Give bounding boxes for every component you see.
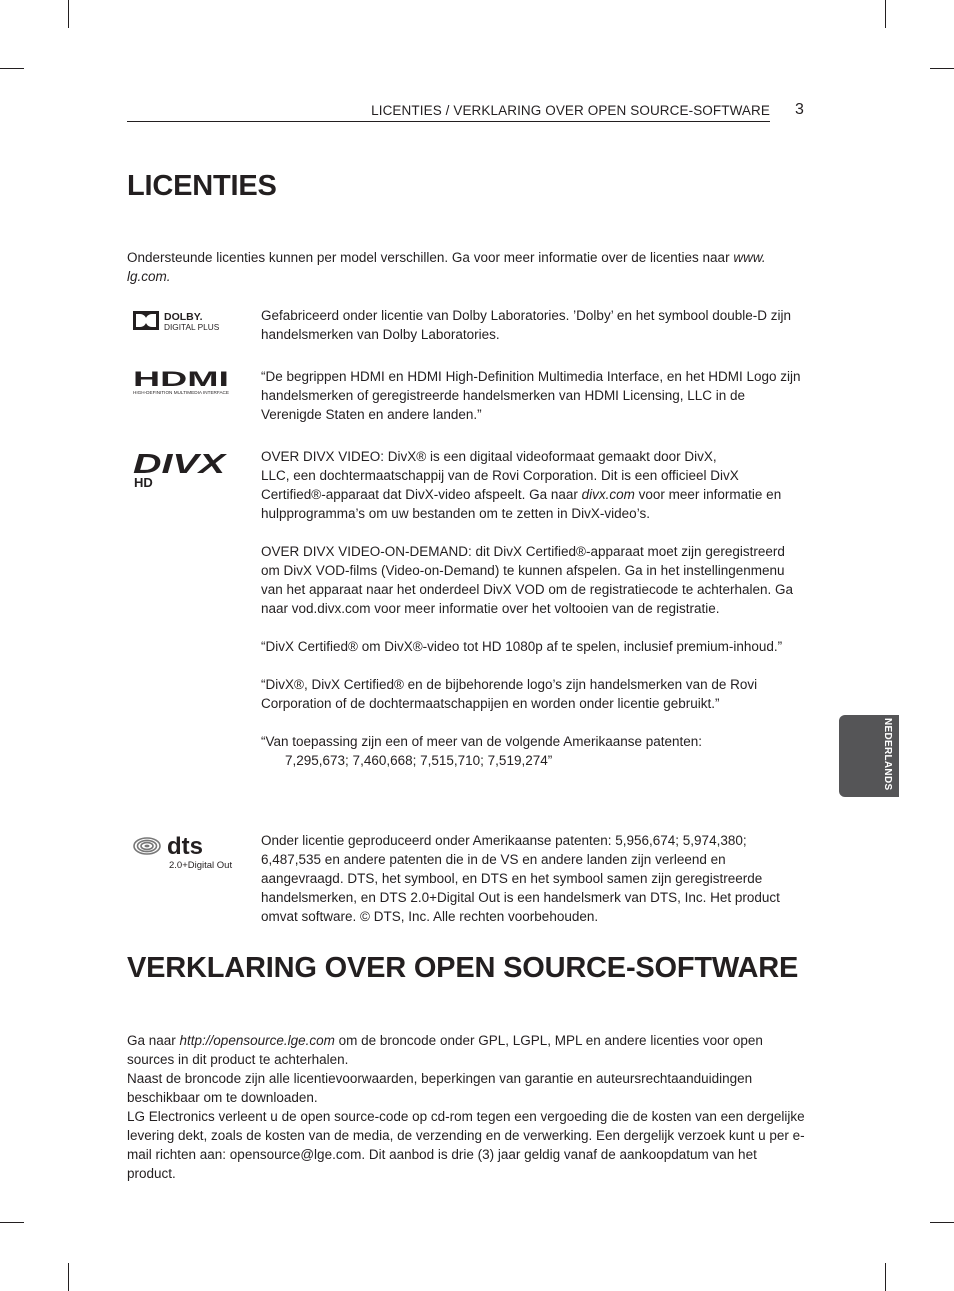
- dolby-text: Gefabriceerd onder licentie van Dolby Laboratories. ’Dolby’ en het symbool double-D zijn handelsmerken van Dolby Laboratories.: [261, 308, 792, 342]
- dolby-logo-word: DOLBY.: [164, 311, 203, 323]
- crop-mark: [68, 1263, 69, 1291]
- opensource-paragraph-3: LG Electronics verleent u de open source-code op cd-rom tegen een vergoeding die de kosten van een dergelijke levering dekt, zoals de kosten van de media, de verzending en de verwerking. Een dergelijk verzoek kunt u per e-mail richten aan: opensource@lge.com. Dit aanbod is drie (3) jaar geldig vanaf de aankoopdatum van het product.: [127, 1109, 805, 1181]
- dts-logo-word: dts: [167, 833, 203, 860]
- dolby-logo: [133, 310, 233, 337]
- hdmi-text: “De begrippen HDMI en HDMI High-Definition Multimedia Interface, en het HDMI Logo zijn handelsmerken of geregistreerde handelsmerken van HDMI Licensing, LLC in de Verenigde Staten en andere landen.”: [261, 369, 801, 422]
- divx-video-paragraph: OVER DIVX VIDEO: DivX® is een digitaal videoformaat gemaakt door DivX, LLC, een dochtermaatschappij van de Rovi Corporation. Dit is een officieel DivX Certified®-apparaat dat DivX-video afspeelt. Ga naar divx.com voor meer informatie en hulpprogramma’s om uw bestanden om te zetten in DivX-video’s.: [261, 449, 782, 521]
- divx-logo: [133, 449, 233, 496]
- divx-hd-icon: [133, 449, 233, 491]
- page-number: 3: [795, 101, 804, 118]
- dolby-logo-sub: DIGITAL PLUS: [164, 322, 220, 332]
- opensource-title: VERKLARING OVER OPEN SOURCE-SOFTWARE: [127, 952, 799, 984]
- dts-icon: [133, 832, 233, 872]
- licenties-intro: Ondersteunde licenties kunnen per model verschillen. Ga voor meer informatie over de licenties naar www. lg.com.: [127, 250, 766, 284]
- language-tab: [839, 715, 899, 797]
- divx-text: [261, 447, 801, 770]
- header-rule: [127, 121, 770, 122]
- dts-text: Onder licentie geproduceerd onder Amerikaanse patenten: 5,956,674; 5,974,380; 6,487,535 en andere patenten die in de VS en andere landen zijn verleend en aangevraagd. DTS, het symbool, en DTS en het symbool samen zijn geregistreerde handelsmerken, en DTS 2.0+Digital Out is een handelsmerk van DTS, Inc. Het product omvat software. © DTS, Inc. Alle rechten voorbehouden.: [261, 833, 780, 924]
- crop-mark: [68, 0, 69, 28]
- opensource-paragraph-1: Ga naar http://opensource.lge.com om de broncode onder GPL, LGPL, MPL en andere licenties voor open sources in dit product te achterhalen.: [127, 1033, 763, 1067]
- crop-mark: [930, 1222, 954, 1223]
- hdmi-logo-sub: HIGH-DEFINITION MULTIMEDIA INTERFACE: [133, 390, 230, 395]
- licenties-title: LICENTIES: [127, 170, 277, 202]
- divx-vod-paragraph: OVER DIVX VIDEO-ON-DEMAND: dit DivX Certified®-apparaat moet zijn geregistreerd om DivX VOD-films (Video-on-Demand) te kunnen afspelen. Ga in het instellingenmenu van het apparaat naar het onderdeel DivX VOD om de registratiecode te achterhalen. Ga naar vod.divx.com voor meer informatie over het voltooien van de registratie.: [261, 544, 794, 616]
- crop-mark: [885, 0, 886, 28]
- crop-mark: [885, 1263, 886, 1291]
- dts-logo: [133, 832, 233, 877]
- hdmi-logo: [133, 369, 233, 402]
- opensource-link[interactable]: http://opensource.lge.com: [179, 1033, 335, 1048]
- running-head: LICENTIES / VERKLARING OVER OPEN SOURCE-SOFTWARE: [371, 103, 770, 118]
- hdmi-logo-word: HDMI: [133, 369, 229, 391]
- crop-mark: [930, 68, 954, 69]
- crop-mark: [0, 1222, 24, 1223]
- language-tab-label: NEDERLANDS: [882, 718, 893, 791]
- divx-trademark-paragraph: “DivX®, DivX Certified® en de bijbehorende logo’s zijn handelsmerken van de Rovi Corporation of de dochtermaatschappijen en worden onder licentie gebruikt.”: [261, 677, 758, 711]
- crop-mark: [0, 68, 24, 69]
- divx-logo-sub: HD: [134, 475, 153, 490]
- dts-logo-sub: 2.0+Digital Out: [169, 860, 233, 871]
- opensource-text: [127, 1031, 807, 1183]
- opensource-paragraph-2: Naast de broncode zijn alle licentievoorwaarden, beperkingen van garantie en auteursrechtaanduidingen beschikbaar om te downloaden.: [127, 1071, 753, 1105]
- divx-logo-word: DIVX: [133, 449, 229, 479]
- divx-link[interactable]: divx.com: [581, 487, 635, 502]
- divx-certified-paragraph: “DivX Certified® om DivX®-video tot HD 1080p af te spelen, inclusief premium-inhoud.”: [261, 639, 783, 654]
- lg-link[interactable]: www. lg.com: [127, 250, 766, 284]
- hdmi-icon: [133, 369, 233, 397]
- divx-patents-paragraph: “Van toepassing zijn een of meer van de volgende Amerikaanse patenten: 7,295,673; 7,460,668; 7,515,710; 7,519,274”: [261, 734, 703, 768]
- dolby-double-d-icon: [133, 310, 233, 332]
